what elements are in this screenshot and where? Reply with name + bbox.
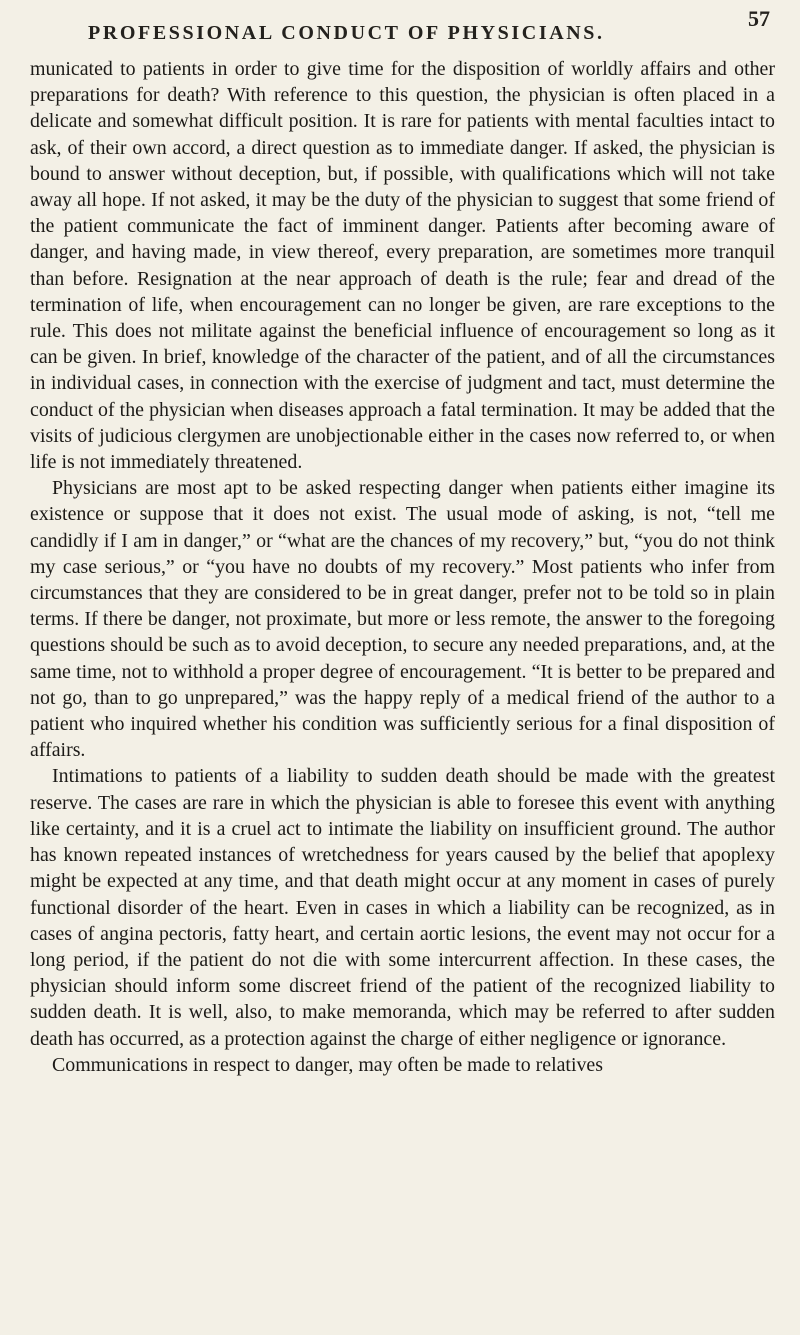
paragraph-continued: municated to patients in order to give time for the disposition of worldly affairs and other preparations for death? With reference to this question, the physician is often placed in a delicate and somewhat difficult position. It is rare for patients with mental faculties intact to ask, of their own accord, a direct question as to immediate danger. If asked, the physician is bound to answer without deception, but, if possible, with qualifications which will not take away all hope. If not asked, it may be the duty of the physician to suggest that some friend of the patient communicate the fact of imminent danger. Patients after becoming aware of danger, and having made, in view thereof, every preparation, are sometimes more tranquil than before. Resignation at the near approach of death is the rule; fear and dread of the termination of life, when encouragement can no longer be given, are rare exceptions to the rule. This does not militate against the beneficial influence of encouragement so long as it can be given. In brief, knowledge of the character of the patient, and of all the circumstances in individual cases, in connection with the exercise of judgment and tact, must determine the conduct of the physician when diseases approach a fatal termination. It may be added that the visits of judicious clergymen are unobjectionable either in the cases now referred to, or when life is not immediately threatened. — [30, 58, 775, 474]
paragraph: Communications in respect to danger, may often be made to relatives — [52, 1053, 604, 1076]
body-text — [30, 56, 775, 1078]
running-head: PROFESSIONAL CONDUCT OF PHYSICIANS. — [88, 22, 605, 44]
page-number: 57 — [748, 6, 770, 31]
paragraph: Physicians are most apt to be asked respecting danger when patients either imagine its existence or suppose that it does not exist. The usual mode of asking, is not, “tell me candidly if I am in danger,” or “what are the chances of my recovery,” but, “you do not think my case serious,” or “you have no doubts of my recovery.” Most patients who infer from circumstances that they are considered to be in great danger, prefer not to be told so in plain terms. If there be danger, not proximate, but more or less remote, the answer to the foregoing questions should be such as to avoid deception, to secure any needed preparations, and, at the same time, not to withhold a proper degree of encouragement. “It is better to be prepared and not go, than to go unprepared,” was the happy reply of a medical friend of the author to a patient who inquired whether his condition was sufficiently serious for a final disposition of affairs. — [30, 477, 775, 762]
paragraph: Intimations to patients of a liability to sudden death should be made with the greatest reserve. The cases are rare in which the physician is able to foresee this event with anything like certainty, and it is a cruel act to intimate the liability on insufficient ground. The author has known repeated instances of wretchedness for years caused by the belief that apoplexy might be expected at any time, and that death might occur at any moment in cases of purely functional disorder of the heart. Even in cases in which a liability can be recognized, as in cases of angina pectoris, fatty heart, and certain aortic lesions, the event may not occur for a long period, if the patient do not die with some intercurrent affection. In these cases, the physician should inform some discreet friend of the patient of the recognized liability to sudden death. It is well, also, to make memoranda, which may be referred to after sudden death has occurred, as a protection against the charge of either negligence or ignorance. — [30, 765, 775, 1050]
